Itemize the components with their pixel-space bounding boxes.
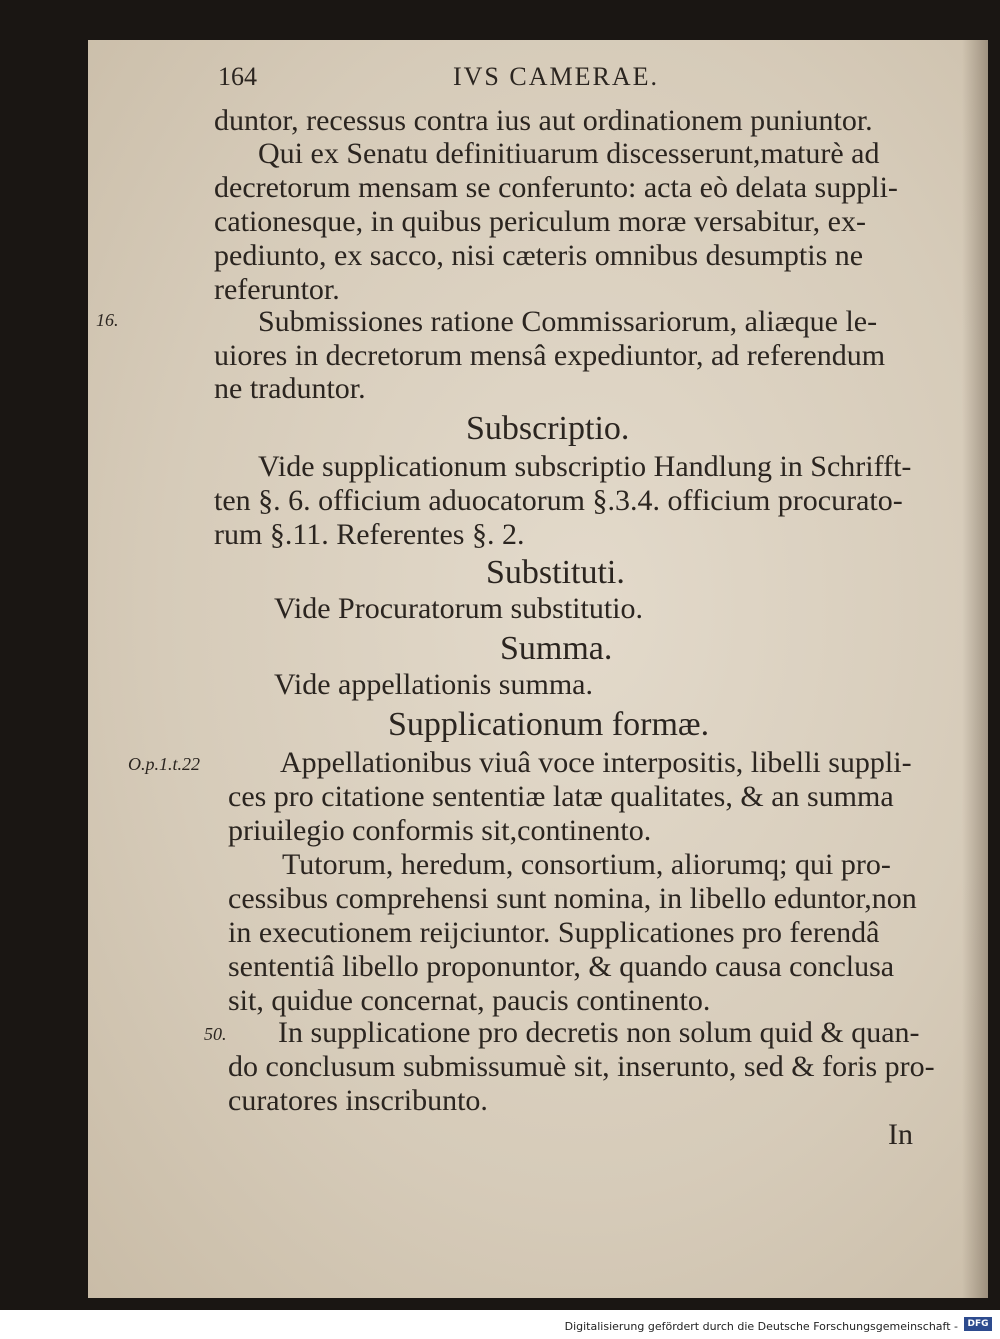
text-line: do conclusum submissumuè sit, inserunto, sed & foris pro-: [228, 1050, 935, 1083]
text-line: in executionem reijciuntor. Supplicationes pro ferendâ: [228, 916, 880, 949]
text-line: pediunto, ex sacco, nisi cæteris omnibus desumptis ne: [214, 239, 864, 272]
dfg-logo: DFG: [964, 1317, 992, 1331]
text-line: Qui ex Senatu definitiuarum discesserunt,maturè ad: [258, 137, 880, 170]
text-line: rum §.11. Referentes §. 2.: [214, 518, 525, 551]
footer-credit: Digitalisierung gefördert durch die Deutsche Forschungsgemeinschaft -: [564, 1320, 958, 1333]
page-gutter-shadow: [962, 40, 988, 1298]
text-line: uiores in decretorum mensâ expediuntor, ad referendum: [214, 339, 886, 372]
text-line: Submissiones ratione Commissariorum, aliæque le-: [258, 305, 878, 338]
margin-note: 50.: [204, 1024, 227, 1044]
text-line: sententiâ libello proponuntor, & quando causa conclusa: [228, 950, 895, 983]
text-line: ces pro citatione sententiæ latæ qualitates, & an summa: [228, 780, 894, 813]
section-heading: Substituti.: [486, 554, 625, 591]
text-line: Vide Procuratorum substitutio.: [274, 592, 643, 625]
text-line: cationesque, in quibus periculum moræ versabitur, ex-: [214, 205, 866, 238]
text-line: ne traduntor.: [214, 372, 366, 405]
text-line: priuilegio conformis sit,continento.: [228, 814, 652, 847]
section-heading: Summa.: [500, 630, 613, 667]
text-line: duntor, recessus contra ius aut ordinationem puniuntor.: [214, 104, 873, 137]
text-line: Appellationibus viuâ voce interpositis, libelli suppli-: [280, 746, 912, 779]
text-line: curatores inscribunto.: [228, 1084, 488, 1117]
text-line: Vide supplicationum subscriptio Handlung in Schrifft-: [258, 450, 912, 483]
text-line: ten §. 6. officium aduocatorum §.3.4. officium procurato-: [214, 484, 903, 517]
section-heading: Supplicationum formæ.: [388, 706, 710, 743]
text-line: Tutorum, heredum, consortium, aliorumq; qui pro-: [282, 848, 891, 881]
margin-note: O.p.1.t.22: [128, 754, 200, 774]
text-line: In supplicatione pro decretis non solum quid & quan-: [278, 1016, 920, 1049]
section-heading: Subscriptio.: [466, 410, 630, 447]
text-line: cessibus comprehensi sunt nomina, in libello eduntor,non: [228, 882, 917, 915]
catchword: In: [888, 1118, 913, 1151]
book-page: [88, 40, 988, 1298]
text-line: referuntor.: [214, 273, 340, 306]
running-title: IVS CAMERAE.: [453, 62, 660, 91]
page-number: 164: [218, 62, 257, 91]
text-line: decretorum mensam se conferunto: acta eò delata suppli-: [214, 171, 898, 204]
text-line: sit, quidue concernat, paucis continento.: [228, 984, 711, 1017]
text-line: Vide appellationis summa.: [274, 668, 593, 701]
margin-note: 16.: [96, 310, 119, 330]
